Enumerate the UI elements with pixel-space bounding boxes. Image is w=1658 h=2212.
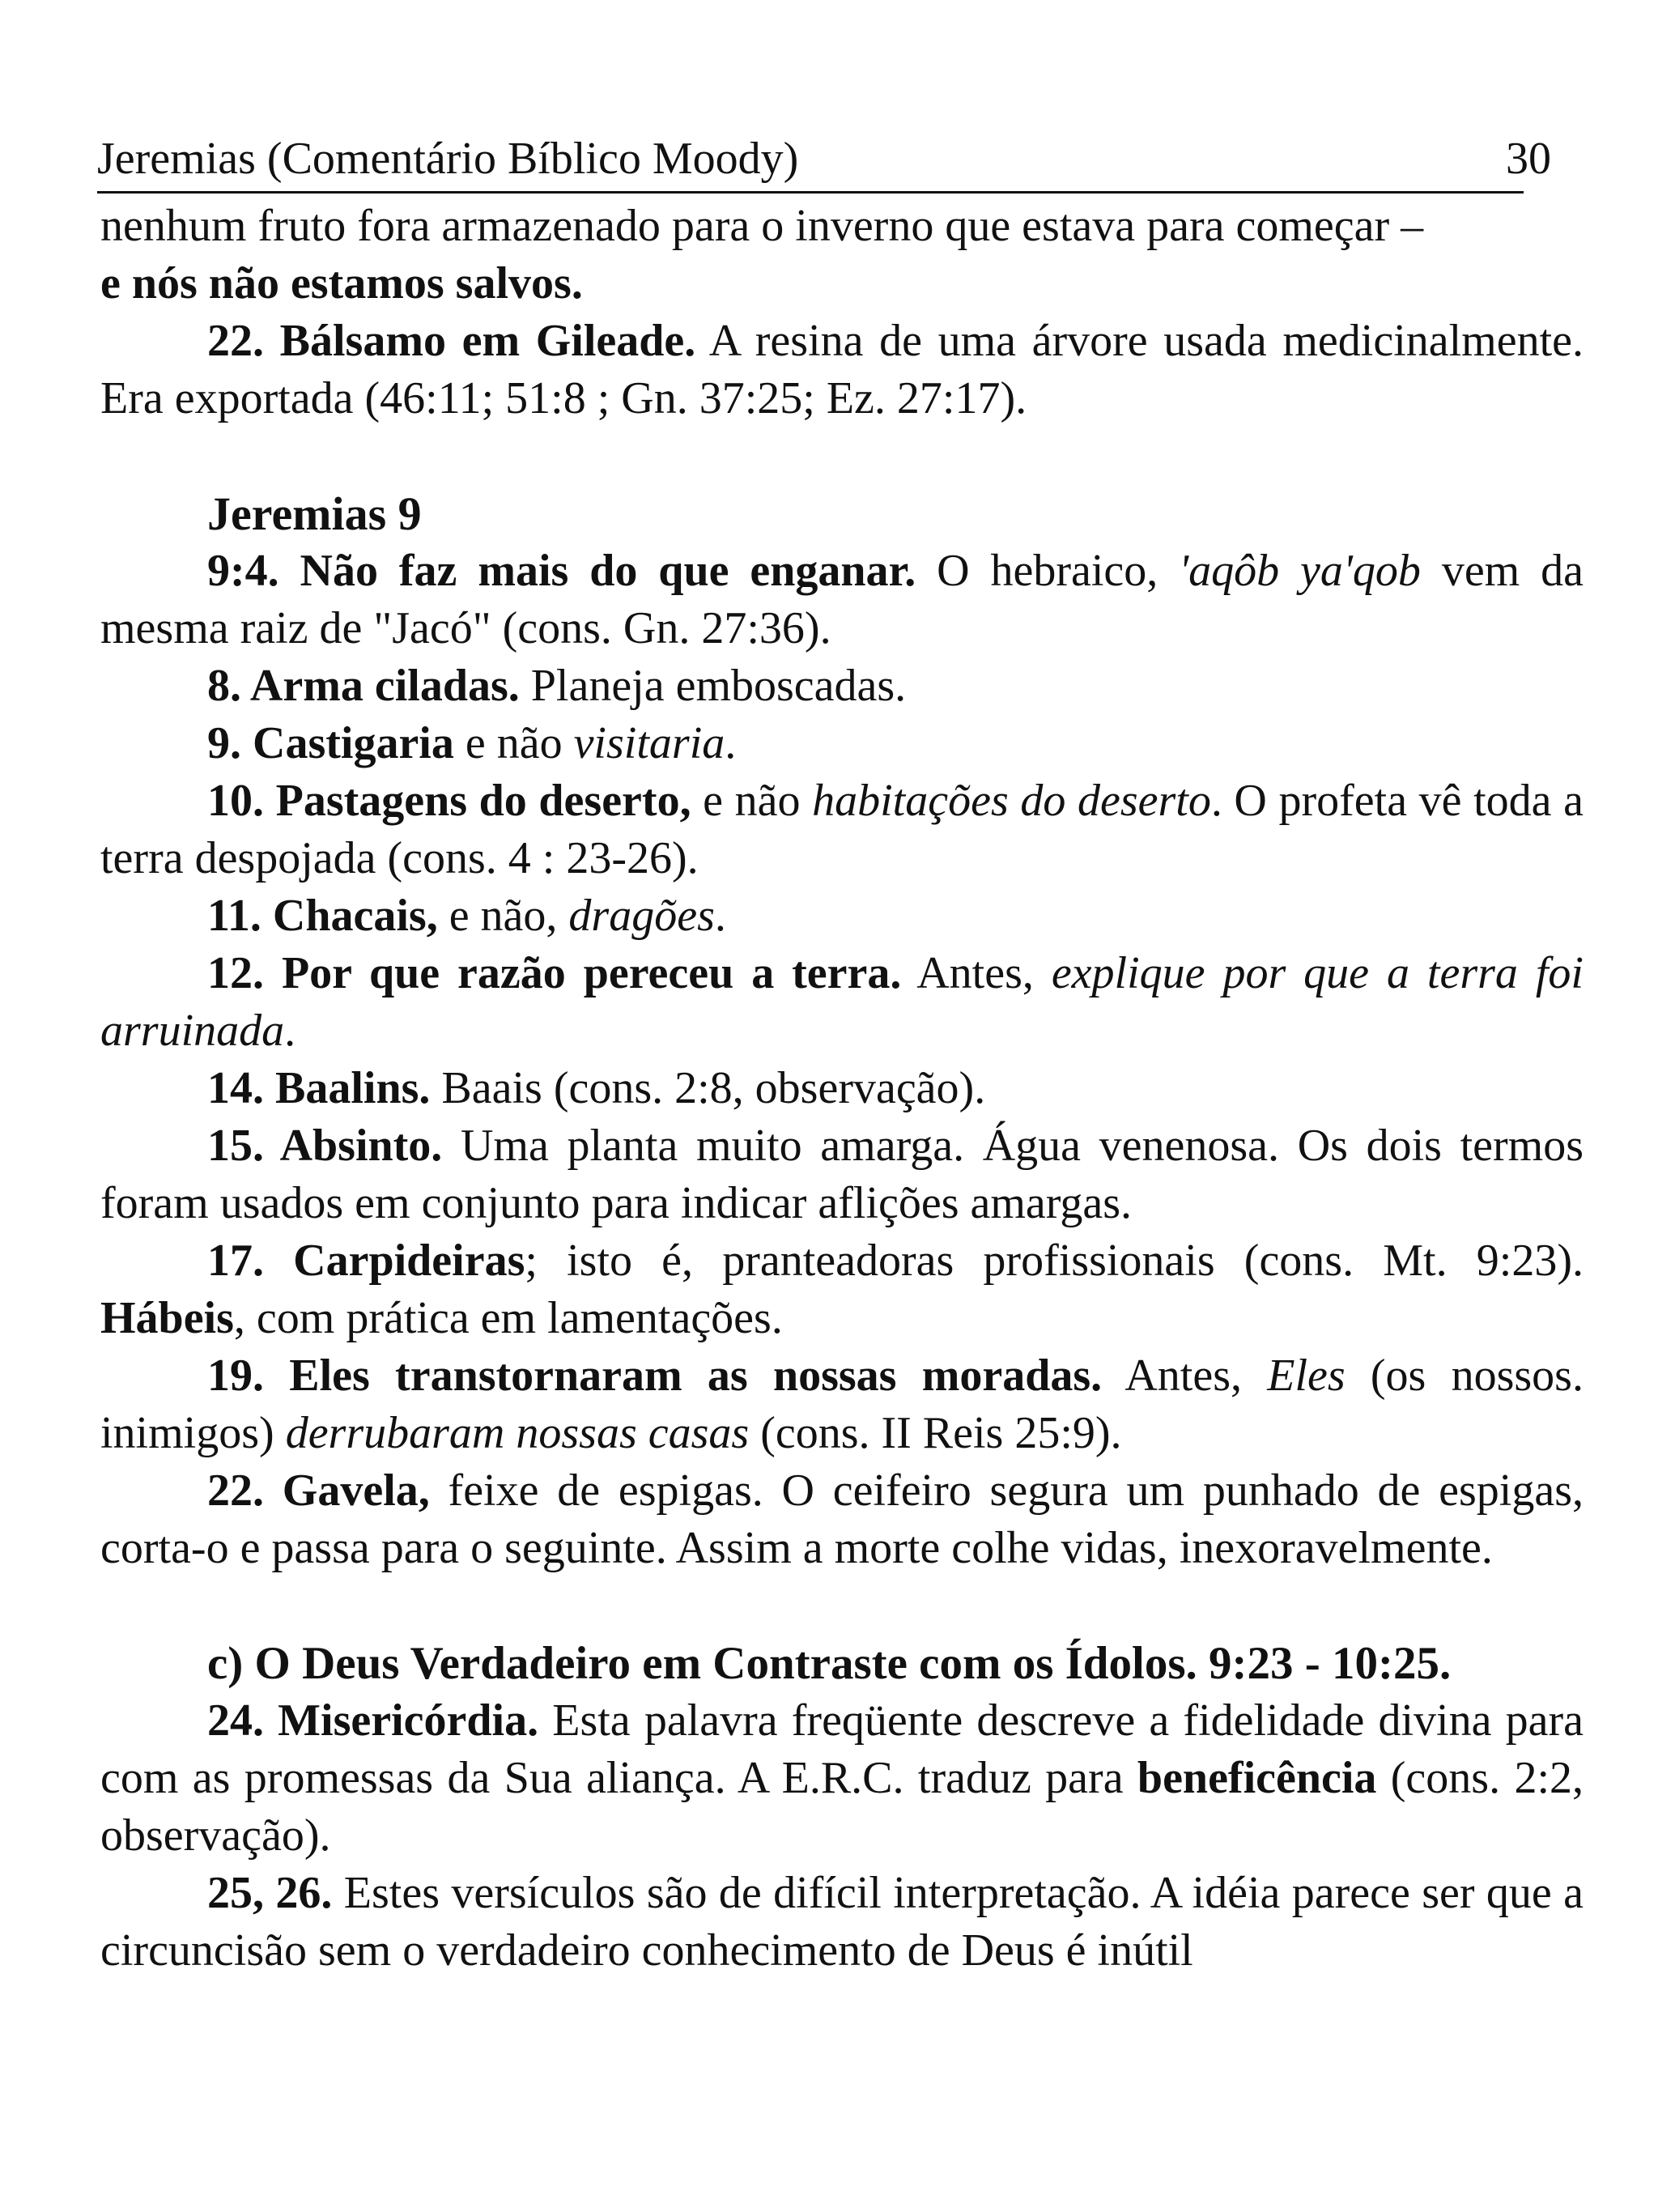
text-run: (os nossos. inimigos) <box>100 1351 1584 1458</box>
italic-phrase: habitações do deserto <box>812 776 1211 826</box>
verse-label: 19. Eles transtornaram as nossas moradas. <box>207 1351 1103 1401</box>
bold-phrase: beneficência <box>1137 1753 1377 1803</box>
verse-label: 10. Pastagens do deserto, <box>207 776 691 826</box>
text-run: . <box>725 718 737 768</box>
text-run: Planeja emboscadas. <box>519 661 907 711</box>
verse-note-24 <box>100 1692 1584 1865</box>
text-run: e não <box>453 718 574 768</box>
verse-note-10 <box>100 772 1584 887</box>
verse-label: 14. Baalins. <box>207 1063 431 1113</box>
text-run: Esta palavra freqüente descreve a fidelidade divina para com as promessas da Sua aliança. A E.R.C. traduz para <box>100 1695 1584 1803</box>
text-run: Antes, <box>1102 1351 1268 1401</box>
verse-note-9-4 <box>100 542 1584 657</box>
italic-phrase: derrubaram nossas casas <box>285 1408 750 1458</box>
text-run: Antes, <box>901 948 1052 998</box>
verse-note-9 <box>100 715 1584 772</box>
verse-label: 12. Por que razão pereceu a terra. <box>207 948 902 998</box>
text-run: ; isto é, pranteadoras profissionais (cons. Mt. 9:23). <box>525 1236 1584 1286</box>
verse-note-22-balsamo <box>100 313 1584 428</box>
italic-phrase: 'aqôb ya'qob <box>1179 546 1421 596</box>
blank-line <box>100 428 1584 485</box>
text-run: vem da mesma raiz de "Jacó" (cons. Gn. 27:36). <box>100 546 1584 653</box>
verse-note-25-26 <box>100 1865 1584 1980</box>
page-number: 30 <box>1506 134 1551 184</box>
blank-line <box>100 1577 1584 1635</box>
text-run: , com prática em lamentações. <box>233 1293 783 1343</box>
text-run: Uma planta muito amarga. Água venenosa. Os dois termos foram usados em conjunto para indicar aflições amargas. <box>100 1121 1584 1228</box>
verse-note-22-gavela <box>100 1462 1584 1577</box>
running-title: Jeremias (Comentário Bíblico Moody) <box>97 134 799 184</box>
verse-label: 8. Arma ciladas. <box>207 661 520 711</box>
bold-phrase: e nós não estamos salvos. <box>100 258 583 308</box>
verse-note-11 <box>100 887 1584 945</box>
verse-label: 17. Carpideiras <box>207 1236 525 1286</box>
italic-phrase: Eles <box>1267 1351 1346 1401</box>
verse-label: 24. Misericórdia. <box>207 1695 539 1746</box>
chapter-heading: Jeremias 9 <box>207 487 422 540</box>
italic-phrase: dragões <box>568 891 715 941</box>
italic-phrase: explique por que a terra foi arruinada <box>100 948 1584 1056</box>
bold-phrase: Hábeis <box>100 1293 234 1343</box>
text-run: e não, <box>437 891 569 941</box>
verse-note-15 <box>100 1117 1584 1232</box>
verse-label: 15. Absinto. <box>207 1121 443 1171</box>
verse-label: 11. Chacais, <box>207 891 438 941</box>
text-run: O hebraico, <box>916 546 1180 596</box>
verse-label: 9:4. Não faz mais do que enganar. <box>207 546 916 596</box>
text-run: feixe de espigas. O ceifeiro segura um punhado de espigas, corta-o e passa para o seguinte. Assim a morte colhe vidas, inexoravelmente. <box>100 1465 1584 1573</box>
text-run: . <box>284 1006 296 1056</box>
text-run: e não <box>691 776 813 826</box>
section-heading: c) O Deus Verdadeiro em Contraste com os Ídolos. 9:23 - 10:25. <box>207 1638 1452 1689</box>
text-run: A resina de uma árvore usada medicinalmente. Era exportada (46:11; 51:8 ; Gn. 37:25; Ez. 27:17). <box>100 316 1584 423</box>
text-run: nenhum fruto fora armazenado para o inverno que estava para começar – <box>100 201 1424 251</box>
verse-label: 25, 26. <box>207 1868 333 1918</box>
text-run: Baais (cons. 2:8, observação). <box>430 1063 986 1113</box>
verse-note-19 <box>100 1347 1584 1462</box>
body-text <box>100 198 1584 1980</box>
text-run: Estes versículos são de difícil interpretação. A idéia parece ser que a circuncisão sem o verdadeiro conhecimento de Deus é inútil <box>100 1868 1584 1976</box>
verse-note-12 <box>100 945 1584 1060</box>
verse-label: 9. Castigaria <box>207 718 454 768</box>
text-run: (cons. II Reis 25:9). <box>749 1408 1122 1458</box>
verse-note-14 <box>100 1060 1584 1117</box>
verse-note-17 <box>100 1232 1584 1347</box>
page-header <box>97 130 1551 194</box>
text-run: (cons. 2:2, observação). <box>100 1753 1584 1861</box>
verse-note-8 <box>100 657 1584 715</box>
italic-phrase: visitaria <box>573 718 725 768</box>
paragraph-continuation <box>100 198 1584 313</box>
text-run: . O profeta vê toda a terra despojada (cons. 4 : 23-26). <box>100 776 1584 883</box>
verse-label: 22. Gavela, <box>207 1465 430 1516</box>
verse-label: 22. Bálsamo em Gileade. <box>207 316 696 366</box>
text-run: . <box>714 891 726 941</box>
